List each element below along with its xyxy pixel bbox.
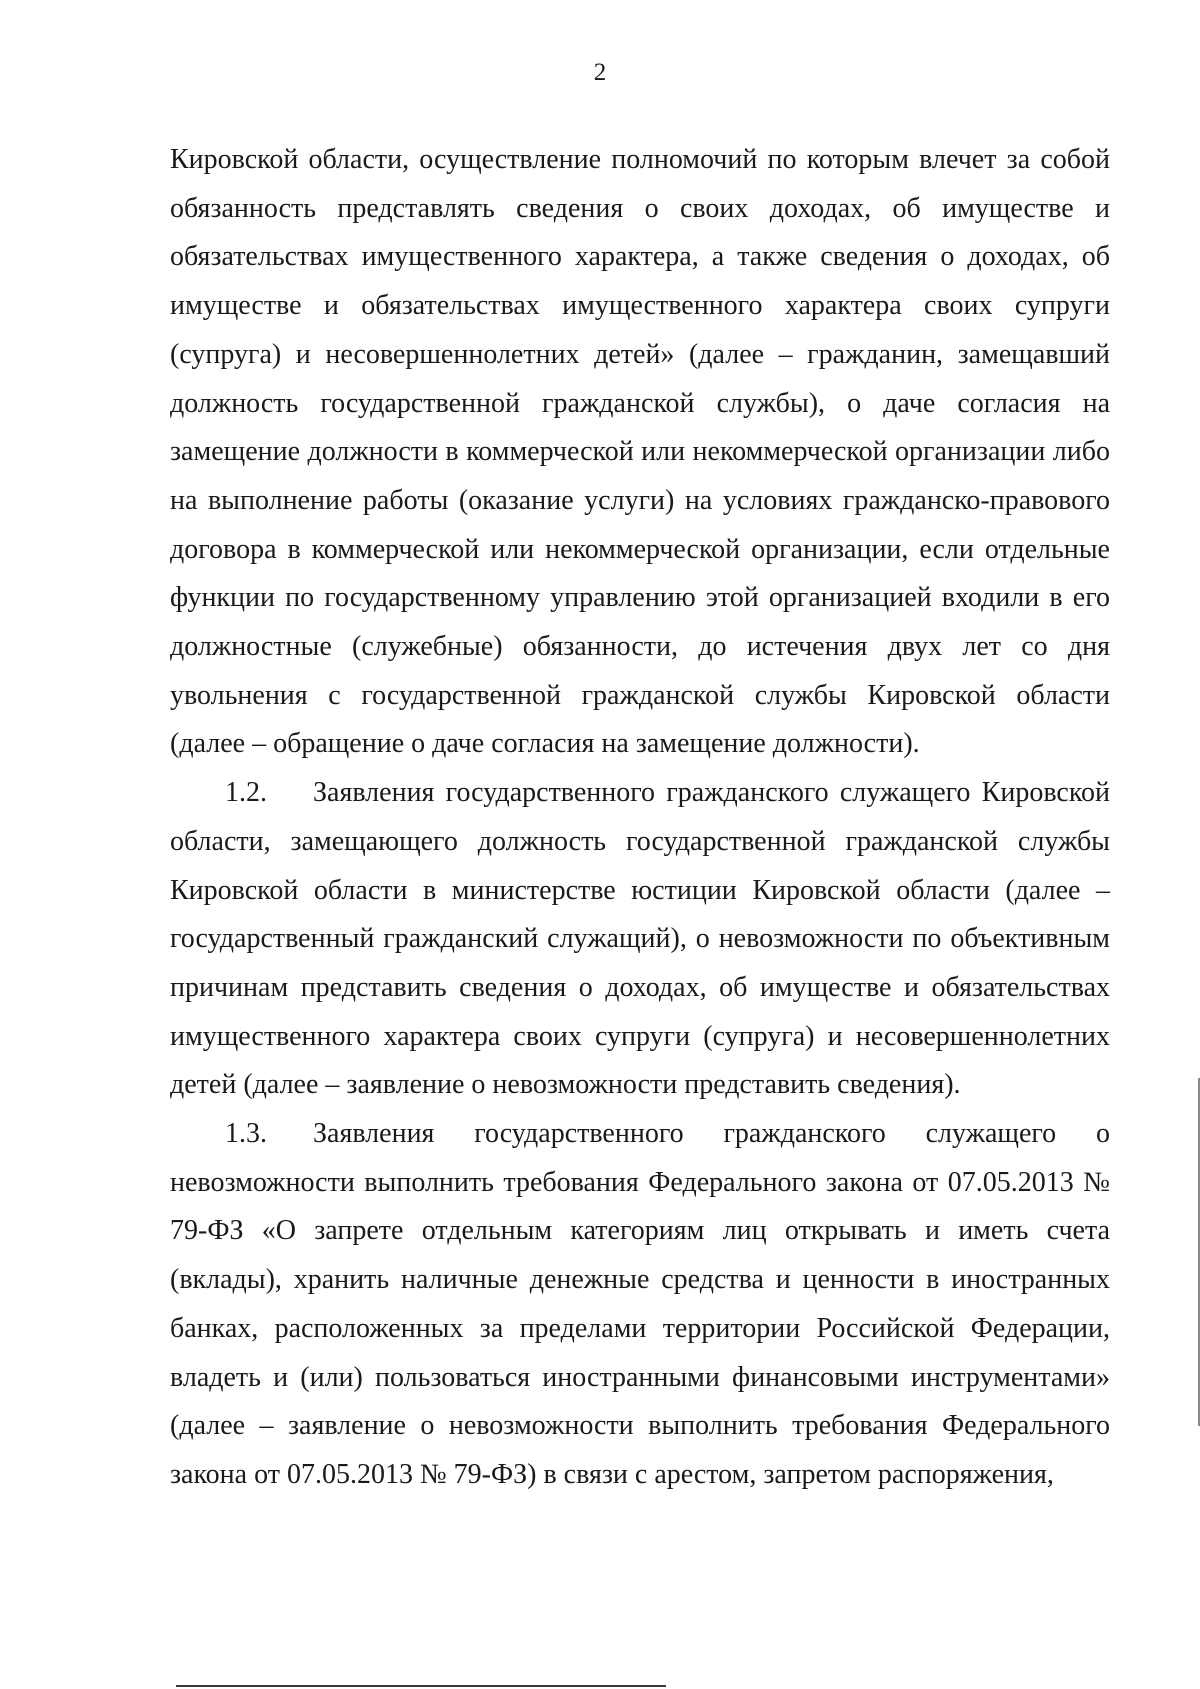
paragraph-continued: Кировской области, осуществление полномочий по которым влечет за собой обязанность представлять сведения о своих доходах, об имуществе и обязательствах имущественного характера, а также сведения о доходах, об имуществе и обязательствах имущественного характера своих супруги (супруга) и несовершеннолетних детей» (далее – гражданин, замещавший должность государственной гражданской службы), о даче согласия на замещение должности в коммерческой или некоммерческой организации либо на выполнение работы (оказание услуги) на условиях гражданско-правового договора в коммерческой или некоммерческой организации, если отдельные функции по государственному управлению этой организацией входили в его должностные (служебные) обязанности, до истечения двух лет со дня увольнения с государственной гражданской службы Кировской области (далее – обращение о даче согласия на замещение должности). bbox=[170, 144, 1110, 760]
document-body bbox=[170, 136, 1110, 1500]
item-text: Заявления государственного гражданского служащего о невозможности выполнить требования Федерального закона от 07.05.2013 № 79-ФЗ «О запрете отдельным категориям лиц открывать и иметь счета (вклады), хранить наличные денежные средства и ценности в иностранных банках, расположенных за пределами территории Российской Федерации, владеть и (или) пользоваться иностранными финансовыми инструментами» (далее – заявление о невозможности выполнить требования Федерального закона от 07.05.2013 № 79-ФЗ) в связи с арестом, запретом распоряжения, bbox=[170, 1118, 1110, 1490]
item-number: 1.2. bbox=[225, 777, 267, 809]
item-number: 1.3. bbox=[225, 1118, 267, 1150]
paragraph-item-1-3 bbox=[170, 1110, 1110, 1500]
page-number: 2 bbox=[593, 59, 607, 86]
bottom-rule bbox=[176, 1685, 666, 1687]
paragraph-item-1-2 bbox=[170, 769, 1110, 1110]
item-text: Заявления государственного гражданского служащего Кировской области, замещающего должность государственной гражданской службы Кировской области в министерстве юстиции Кировской области (далее – государственный гражданский служащий), о невозможности по объективным причинам представить сведения о доходах, об имуществе и обязательствах имущественного характера своих супруги (супруга) и несовершеннолетних детей (далее – заявление о невозможности представить сведения). bbox=[170, 777, 1110, 1101]
